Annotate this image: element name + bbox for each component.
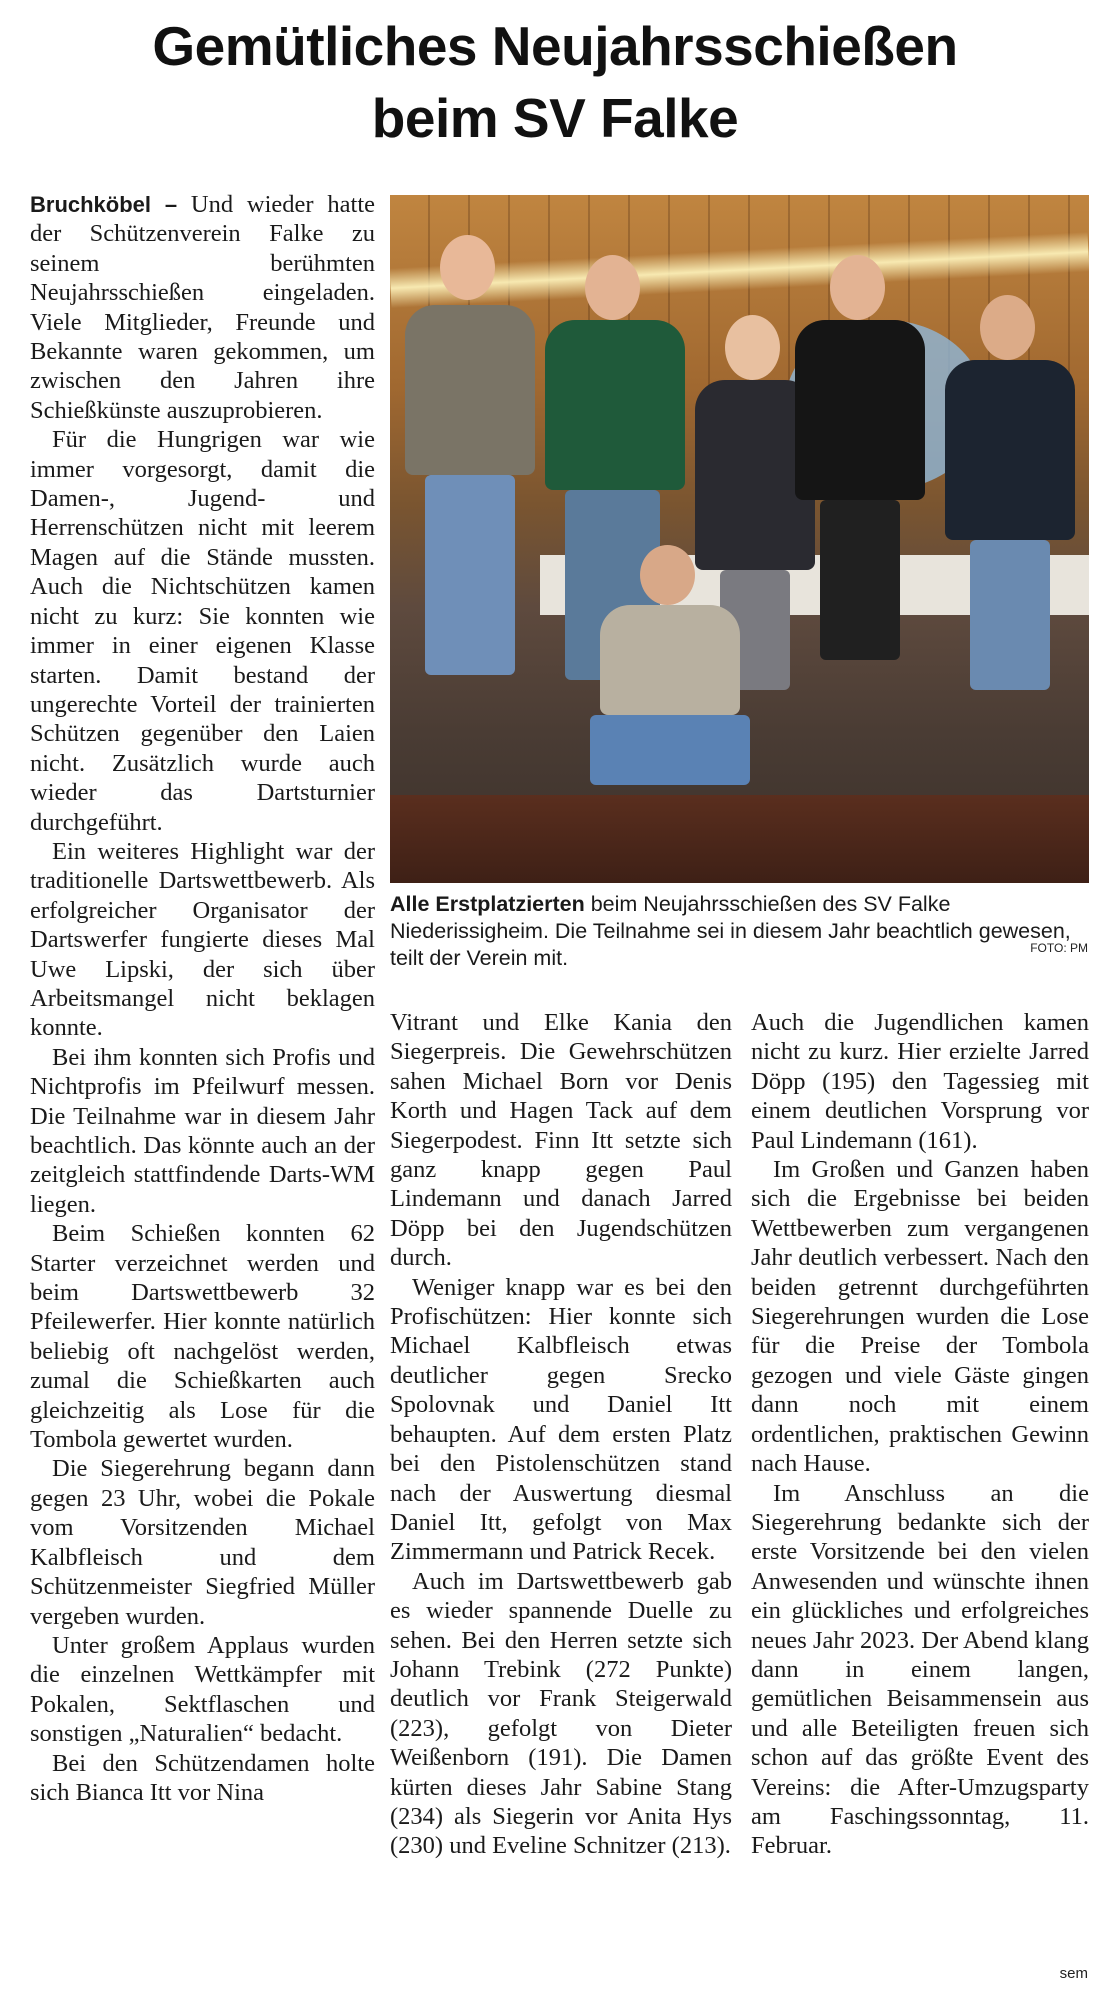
photo-person-5 — [940, 295, 1080, 795]
paragraph-5: Beim Schießen konnten 62 Starter verzeichnet werden und beim Dartswettbewerb 32 Pfeilewerfer. Hier konnte natürlich beliebig oft nachgelöst werden, zumal die Schießkarten auch gleichzeitig als Lose für die Tombola gewertet wurden. — [30, 1220, 375, 1454]
caption-text: beim Neujahrsschießen des SV Falke Niederissigheim. Die Teilnahme sei in diesem Jahr beachtlich gewesen, teilt der Verein mit. — [390, 892, 1071, 970]
text-column-2 — [390, 1008, 732, 1861]
photo-person-4 — [790, 255, 930, 755]
paragraph-2: Für die Hungrigen war wie immer vorgesorgt, damit die Damen-, Jugend- und Herrenschützen nicht mit leerem Magen auf die Stände mussten. Auch die Nichtschützen kamen nicht zu kurz: Sie konnten wie immer in einer eigenen Klasse starten. Damit bestand der ungerechte Vorteil der trainierten Schützen gegenüber den Laien nicht. Zusätzlich wurde auch wieder das Dartsturnier durchgeführt. — [30, 426, 375, 836]
author-signature: sem — [1059, 1965, 1088, 1982]
paragraph-1-text: Und wieder hatte der Schützenverein Falke zu seinem berühmten Neujahrsschießen eingeladen. Viele Mitglieder, Freunde und Bekannte waren gekommen, um zwischen den Jahren ihre Schießkünste auszuprobieren. — [30, 191, 376, 424]
paragraph-1 — [30, 190, 375, 425]
paragraph-8-start: Bei den Schützendamen holte sich Bianca Itt vor Nina — [30, 1749, 375, 1806]
group-photo — [390, 195, 1089, 883]
paragraph-4: Bei ihm konnten sich Profis und Nichtprofis im Pfeilwurf messen. Die Teilnahme war in diesem Jahr beachtlich. Das könnte auch an der zeitgleich stattfindende Darts-WM liegen. — [30, 1043, 375, 1218]
headline-line-1: Gemütliches Neujahrsschießen — [152, 15, 958, 77]
dateline: Bruchköbel – — [30, 192, 178, 217]
paragraph-3: Ein weiteres Highlight war der traditionelle Dartswettbewerb. Als erfolgreicher Organisator der Dartswerfer fungierte dieses Mal Uwe Lipski, der sich über Arbeitsmangel nicht beklagen konnte. — [30, 837, 375, 1042]
text-column-3 — [751, 1008, 1089, 1861]
paragraph-13: Im Anschluss an die Siegerehrung bedankte sich der erste Vorsitzende bei den vielen Anwesenden und wünschte ihnen ein glückliches und erfolgreiches neues Jahr 2023. Der Abend klang dann in einem langen, gemütlichen Beisammensein aus und alle Beteiligten freuen sich schon auf das größte Event des Vereins: die After-Umzugsparty am Faschingssonntag, 11. Februar. — [751, 1479, 1089, 1860]
paragraph-6: Die Siegerehrung begann dann gegen 23 Uhr, wobei die Pokale vom Vorsitzenden Michael Kalbfleisch und dem Schützenmeister Siegfried Müller vergeben wurden. — [30, 1455, 375, 1630]
photo-person-6 — [590, 545, 750, 825]
headline-line-2: beim SV Falke — [371, 87, 739, 149]
paragraph-11: Auch die Jugendlichen kamen nicht zu kurz. Hier erzielte Jarred Döpp (195) den Tagessieg mit einem deutlichen Vorsprung vor Paul Lindemann (161). — [751, 1009, 1089, 1154]
paragraph-12: Im Großen und Ganzen haben sich die Ergebnisse bei beiden Wettbewerben zum vergangenen Jahr deutlich verbessert. Nach den beiden getrennt durchgeführten Siegerehrungen wurden die Lose für die Preise der Tombola gezogen und viele Gäste gingen dann noch mit einem ordentlichen, praktischen Gewinn nach Hause. — [751, 1156, 1089, 1478]
paragraph-10: Auch im Dartswettbewerb gab es wieder spannende Duelle zu sehen. Bei den Herren setzte sich Johann Trebink (272 Punkte) deutlich vor Frank Steigerwald (223), gefolgt von Dieter Weißenborn (191). Die Damen kürten dieses Jahr Sabine Stang (234) als Siegerin vor Anita Hys (230) und Eveline Schnitzer (213). — [390, 1567, 732, 1860]
paragraph-9: Weniger knapp war es bei den Profischützen: Hier konnte sich Michael Kalbfleisch etwas deutlicher gegen Srecko Spolovnak und Daniel Itt behaupten. Auf dem ersten Platz bei den Pistolenschützen stand nach der Auswertung diesmal Daniel Itt, gefolgt von Max Zimmermann und Patrick Recek. — [390, 1273, 732, 1566]
paragraph-7: Unter großem Applaus wurden die einzelnen Wettkämpfer mit Pokalen, Sektflaschen und sonstigen „Naturalien“ bedacht. — [30, 1631, 375, 1748]
photo-credit: FOTO: PM — [1030, 941, 1088, 955]
caption-lead: Alle Erstplatzierten — [390, 892, 585, 916]
photo-caption — [390, 891, 1089, 972]
headline — [0, 10, 1110, 154]
photo-person-1 — [400, 235, 540, 795]
text-column-1 — [30, 190, 375, 1807]
paragraph-8-continued: Vitrant und Elke Kania den Siegerpreis. Die Gewehrschützen sahen Michael Born vor Denis Korth und Hagen Tack auf dem Siegerpodest. Finn Itt setzte sich ganz knapp gegen Paul Lindemann und danach Jarred Döpp bei den Jugendschützen durch. — [390, 1009, 732, 1272]
